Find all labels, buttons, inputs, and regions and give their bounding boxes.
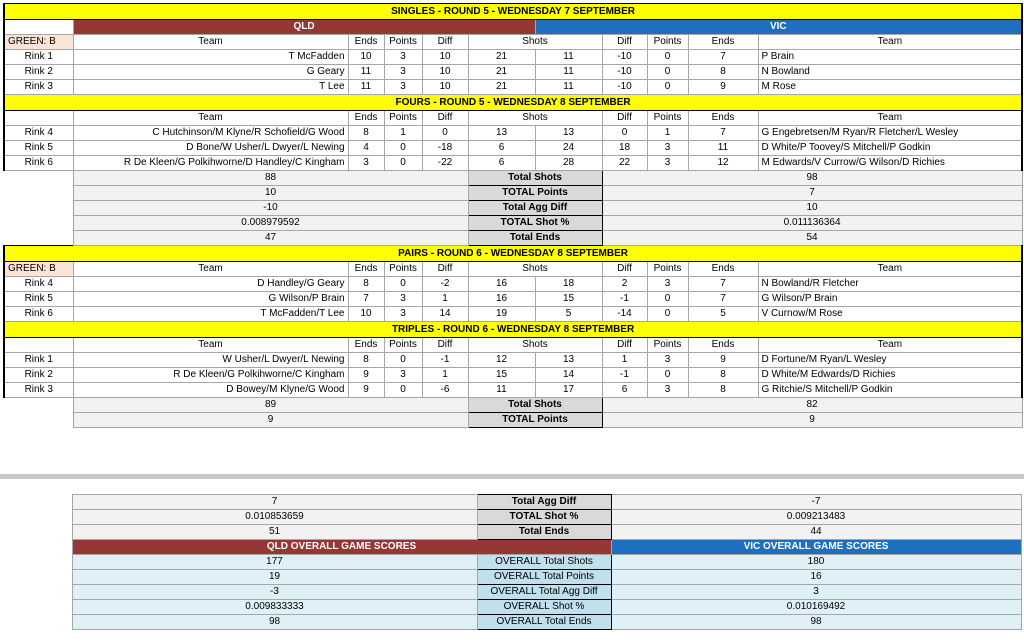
qld-diff: 10 — [422, 50, 468, 65]
summary-label: Total Ends — [477, 525, 611, 540]
match-row — [4, 156, 1022, 171]
qld-total: 47 — [73, 231, 468, 246]
qld-ends: 8 — [348, 126, 384, 141]
vic-team: V Curnow/M Rose — [758, 307, 1022, 322]
qld-diff: 10 — [422, 65, 468, 80]
vic-points: 3 — [647, 383, 688, 398]
vic-team: M Edwards/V Currow/G Wilson/D Richies — [758, 156, 1022, 171]
total-label: TOTAL Points — [468, 186, 602, 201]
page-divider — [0, 474, 1024, 479]
vic-team: G Engebretsen/M Ryan/R Fletcher/L Wesley — [758, 126, 1022, 141]
vic-shots: 17 — [535, 383, 602, 398]
match-row — [4, 65, 1022, 80]
qld-shots: 6 — [468, 141, 535, 156]
vic-diff: 18 — [602, 141, 647, 156]
qld-ends: 9 — [348, 383, 384, 398]
qld-team: T McFadden/T Lee — [73, 307, 348, 322]
qld-value: 177 — [72, 555, 477, 570]
qld-shots: 16 — [468, 292, 535, 307]
qld-ends: 9 — [348, 368, 384, 383]
qld-diff: -2 — [422, 277, 468, 292]
spacer — [3, 510, 72, 525]
qld-value: 0.009833333 — [72, 600, 477, 615]
match-row — [4, 368, 1022, 383]
rink-label: Rink 6 — [4, 156, 73, 171]
qld-total: -10 — [73, 201, 468, 216]
ends-header: Ends — [348, 338, 384, 353]
vic-points: 3 — [647, 141, 688, 156]
vic-points: 3 — [647, 277, 688, 292]
match-row — [4, 383, 1022, 398]
shots-header: Shots — [468, 111, 602, 126]
vic-shots: 15 — [535, 292, 602, 307]
rink-label: Rink 3 — [4, 80, 73, 95]
total-label: Total Ends — [468, 231, 602, 246]
qld-team: T Lee — [73, 80, 348, 95]
vic-diff: 22 — [602, 156, 647, 171]
total-row — [4, 413, 1022, 428]
ends-header: Ends — [688, 338, 758, 353]
qld-ends: 7 — [348, 292, 384, 307]
qld-value: 51 — [72, 525, 477, 540]
spacer — [4, 171, 73, 186]
spacer — [4, 231, 73, 246]
qld-banner: QLD — [73, 20, 535, 35]
qld-ends: 8 — [348, 353, 384, 368]
total-row — [4, 186, 1022, 201]
qld-points: 0 — [384, 156, 422, 171]
spacer — [4, 201, 73, 216]
vic-shots: 11 — [535, 50, 602, 65]
vic-points: 3 — [647, 156, 688, 171]
vic-diff: 1 — [602, 353, 647, 368]
vic-total: 0.011136364 — [602, 216, 1022, 231]
header-blank — [4, 111, 73, 126]
qld-points: 0 — [384, 383, 422, 398]
ends-header: Ends — [688, 111, 758, 126]
points-header: Points — [647, 35, 688, 50]
rink-label: Rink 4 — [4, 277, 73, 292]
summary-row — [3, 600, 1021, 615]
points-header: Points — [647, 338, 688, 353]
qld-total: 88 — [73, 171, 468, 186]
qld-points: 1 — [384, 126, 422, 141]
match-row — [4, 292, 1022, 307]
total-label: Total Shots — [468, 171, 602, 186]
overall-banner-row — [3, 540, 1021, 555]
team-header: Team — [73, 111, 348, 126]
qld-team: G Geary — [73, 65, 348, 80]
shots-header: Shots — [468, 35, 602, 50]
qld-team: D Bone/W Usher/L Dwyer/L Newing — [73, 141, 348, 156]
vic-total: 7 — [602, 186, 1022, 201]
qld-value: 98 — [72, 615, 477, 630]
vic-ends: 8 — [688, 383, 758, 398]
rink-label: Rink 1 — [4, 50, 73, 65]
qld-shots: 11 — [468, 383, 535, 398]
ends-header: Ends — [348, 111, 384, 126]
diff-header: Diff — [422, 338, 468, 353]
vic-value: 98 — [611, 615, 1021, 630]
qld-value: 0.010853659 — [72, 510, 477, 525]
vic-total: 9 — [602, 413, 1022, 428]
vic-shots: 14 — [535, 368, 602, 383]
ends-header: Ends — [688, 262, 758, 277]
qld-ends: 11 — [348, 80, 384, 95]
qld-shots: 21 — [468, 80, 535, 95]
vic-ends: 9 — [688, 353, 758, 368]
column-header-row — [4, 338, 1022, 353]
summary-row — [3, 570, 1021, 585]
team-header: Team — [758, 262, 1022, 277]
qld-shots: 12 — [468, 353, 535, 368]
vic-points: 0 — [647, 50, 688, 65]
section-title: SINGLES - ROUND 5 - WEDNESDAY 7 SEPTEMBER — [4, 4, 1022, 20]
qld-diff: -1 — [422, 353, 468, 368]
qld-points: 3 — [384, 65, 422, 80]
match-row — [4, 141, 1022, 156]
qld-total: 10 — [73, 186, 468, 201]
summary-label: TOTAL Shot % — [477, 510, 611, 525]
summary-row — [3, 555, 1021, 570]
vic-value: 0.009213483 — [611, 510, 1021, 525]
column-header-row — [4, 111, 1022, 126]
vic-shots: 24 — [535, 141, 602, 156]
match-row — [4, 126, 1022, 141]
diff-header: Diff — [422, 111, 468, 126]
vic-ends: 7 — [688, 126, 758, 141]
vic-team: M Rose — [758, 80, 1022, 95]
summary-label: Total Agg Diff — [477, 495, 611, 510]
spacer — [3, 525, 72, 540]
green-label: GREEN: B — [4, 35, 73, 50]
vic-team: P Brain — [758, 50, 1022, 65]
qld-team: W Usher/L Dwyer/L Newing — [73, 353, 348, 368]
points-header: Points — [384, 262, 422, 277]
rink-label: Rink 3 — [4, 383, 73, 398]
rink-label: Rink 2 — [4, 368, 73, 383]
vic-ends: 7 — [688, 277, 758, 292]
vic-shots: 13 — [535, 353, 602, 368]
vic-shots: 5 — [535, 307, 602, 322]
vic-shots: 28 — [535, 156, 602, 171]
qld-shots: 15 — [468, 368, 535, 383]
section-title-row — [4, 322, 1022, 338]
shots-header: Shots — [468, 262, 602, 277]
points-header: Points — [384, 35, 422, 50]
qld-team: R De Kleen/G Polkihworne/C Kingham — [73, 368, 348, 383]
vic-diff: 2 — [602, 277, 647, 292]
vic-ends: 7 — [688, 292, 758, 307]
section-title-row — [4, 95, 1022, 111]
team-header: Team — [73, 262, 348, 277]
qld-shots: 16 — [468, 277, 535, 292]
qld-points: 0 — [384, 141, 422, 156]
diff-header: Diff — [602, 35, 647, 50]
section-title: FOURS - ROUND 5 - WEDNESDAY 8 SEPTEMBER — [4, 95, 1022, 111]
qld-team: D Bowey/M Klyne/G Wood — [73, 383, 348, 398]
summary-label: OVERALL Total Agg Diff — [477, 585, 611, 600]
vic-team: D White/P Toovey/S Mitchell/P Godkin — [758, 141, 1022, 156]
qld-shots: 6 — [468, 156, 535, 171]
vic-value: 180 — [611, 555, 1021, 570]
vic-diff: 0 — [602, 126, 647, 141]
match-row — [4, 307, 1022, 322]
section-title: PAIRS - ROUND 6 - WEDNESDAY 8 SEPTEMBER — [4, 246, 1022, 262]
vic-ends: 9 — [688, 80, 758, 95]
qld-diff: -6 — [422, 383, 468, 398]
qld-value: -3 — [72, 585, 477, 600]
team-header: Team — [758, 111, 1022, 126]
qld-points: 3 — [384, 50, 422, 65]
column-header-row — [4, 262, 1022, 277]
vic-ends: 5 — [688, 307, 758, 322]
vic-diff: -10 — [602, 80, 647, 95]
vic-team: G Wilson/P Brain — [758, 292, 1022, 307]
vic-points: 0 — [647, 307, 688, 322]
vic-team: G Ritchie/S Mitchell/P Godkin — [758, 383, 1022, 398]
match-row — [4, 353, 1022, 368]
diff-header: Diff — [602, 338, 647, 353]
total-row — [4, 171, 1022, 186]
qld-team: C Hutchinson/M Klyne/R Schofield/G Wood — [73, 126, 348, 141]
vic-points: 0 — [647, 292, 688, 307]
team-header: Team — [73, 35, 348, 50]
vic-banner: VIC — [535, 20, 1022, 35]
rink-label: Rink 4 — [4, 126, 73, 141]
spacer — [3, 495, 72, 510]
vic-ends: 12 — [688, 156, 758, 171]
vic-value: -7 — [611, 495, 1021, 510]
diff-header: Diff — [422, 262, 468, 277]
vic-points: 1 — [647, 126, 688, 141]
qld-ends: 10 — [348, 307, 384, 322]
qld-value: 7 — [72, 495, 477, 510]
header-blank — [4, 338, 73, 353]
qld-total: 89 — [73, 398, 468, 413]
vic-total: 10 — [602, 201, 1022, 216]
qld-diff: -22 — [422, 156, 468, 171]
team-header: Team — [758, 338, 1022, 353]
points-header: Points — [384, 111, 422, 126]
total-label: Total Agg Diff — [468, 201, 602, 216]
rink-label: Rink 5 — [4, 141, 73, 156]
vic-diff: -14 — [602, 307, 647, 322]
total-label: TOTAL Points — [468, 413, 602, 428]
ends-header: Ends — [348, 35, 384, 50]
qld-total: 0.008979592 — [73, 216, 468, 231]
diff-header: Diff — [422, 35, 468, 50]
rink-label: Rink 6 — [4, 307, 73, 322]
vic-value: 16 — [611, 570, 1021, 585]
qld-overall-banner: QLD OVERALL GAME SCORES — [72, 540, 611, 555]
points-header: Points — [647, 111, 688, 126]
vic-total: 54 — [602, 231, 1022, 246]
vic-points: 0 — [647, 80, 688, 95]
qld-shots: 21 — [468, 65, 535, 80]
vic-value: 3 — [611, 585, 1021, 600]
spacer — [4, 186, 73, 201]
overall-table — [3, 494, 1022, 630]
qld-ends: 8 — [348, 277, 384, 292]
qld-team: R De Kleen/G Polkihworne/D Handley/C Kingham — [73, 156, 348, 171]
summary-label: OVERALL Total Shots — [477, 555, 611, 570]
spacer — [3, 600, 72, 615]
qld-points: 0 — [384, 353, 422, 368]
qld-ends: 3 — [348, 156, 384, 171]
qld-diff: 10 — [422, 80, 468, 95]
vic-shots: 18 — [535, 277, 602, 292]
qld-diff: -18 — [422, 141, 468, 156]
spacer — [4, 413, 73, 428]
match-row — [4, 277, 1022, 292]
qld-team: G Wilson/P Brain — [73, 292, 348, 307]
qld-points: 3 — [384, 307, 422, 322]
qld-value: 19 — [72, 570, 477, 585]
total-row — [4, 398, 1022, 413]
summary-label: OVERALL Total Ends — [477, 615, 611, 630]
spacer — [3, 585, 72, 600]
vic-diff: -1 — [602, 368, 647, 383]
qld-points: 3 — [384, 292, 422, 307]
qld-points: 3 — [384, 368, 422, 383]
vic-team: N Bowland — [758, 65, 1022, 80]
qld-ends: 11 — [348, 65, 384, 80]
spacer — [3, 540, 72, 555]
points-header: Points — [384, 338, 422, 353]
summary-row — [3, 510, 1021, 525]
ends-header: Ends — [348, 262, 384, 277]
match-row — [4, 50, 1022, 65]
summary-row — [3, 495, 1021, 510]
team-header: Team — [758, 35, 1022, 50]
vic-total: 82 — [602, 398, 1022, 413]
vic-value: 44 — [611, 525, 1021, 540]
vic-shots: 11 — [535, 65, 602, 80]
banner-blank — [4, 20, 73, 35]
vic-diff: -10 — [602, 50, 647, 65]
total-row — [4, 231, 1022, 246]
spacer — [3, 555, 72, 570]
qld-diff: 0 — [422, 126, 468, 141]
vic-overall-banner: VIC OVERALL GAME SCORES — [611, 540, 1021, 555]
total-label: Total Shots — [468, 398, 602, 413]
qld-shots: 19 — [468, 307, 535, 322]
qld-diff: 1 — [422, 292, 468, 307]
vic-points: 3 — [647, 353, 688, 368]
vic-diff: -1 — [602, 292, 647, 307]
qld-ends: 10 — [348, 50, 384, 65]
qld-shots: 21 — [468, 50, 535, 65]
section-title: TRIPLES - ROUND 6 - WEDNESDAY 8 SEPTEMBER — [4, 322, 1022, 338]
results-table — [3, 3, 1023, 428]
score-sheet-lower — [3, 494, 1021, 630]
vic-points: 0 — [647, 65, 688, 80]
match-row — [4, 80, 1022, 95]
diff-header: Diff — [602, 111, 647, 126]
qld-points: 3 — [384, 80, 422, 95]
score-sheet-upper — [3, 3, 1021, 428]
spacer — [3, 570, 72, 585]
vic-diff: 6 — [602, 383, 647, 398]
shots-header: Shots — [468, 338, 602, 353]
qld-diff: 14 — [422, 307, 468, 322]
vic-shots: 13 — [535, 126, 602, 141]
vic-ends: 11 — [688, 141, 758, 156]
team-banner-row — [4, 20, 1022, 35]
qld-shots: 13 — [468, 126, 535, 141]
qld-points: 0 — [384, 277, 422, 292]
rink-label: Rink 2 — [4, 65, 73, 80]
total-row — [4, 201, 1022, 216]
vic-ends: 8 — [688, 368, 758, 383]
ends-header: Ends — [688, 35, 758, 50]
qld-ends: 4 — [348, 141, 384, 156]
spacer — [4, 398, 73, 413]
spacer — [3, 615, 72, 630]
vic-points: 0 — [647, 368, 688, 383]
vic-shots: 11 — [535, 80, 602, 95]
spacer — [4, 216, 73, 231]
section-title-row — [4, 4, 1022, 20]
vic-total: 98 — [602, 171, 1022, 186]
summary-label: OVERALL Total Points — [477, 570, 611, 585]
summary-row — [3, 525, 1021, 540]
section-title-row — [4, 246, 1022, 262]
qld-total: 9 — [73, 413, 468, 428]
qld-team: T McFadden — [73, 50, 348, 65]
qld-team: D Handley/G Geary — [73, 277, 348, 292]
summary-row — [3, 615, 1021, 630]
rink-label: Rink 5 — [4, 292, 73, 307]
qld-diff: 1 — [422, 368, 468, 383]
total-row — [4, 216, 1022, 231]
vic-diff: -10 — [602, 65, 647, 80]
vic-value: 0.010169492 — [611, 600, 1021, 615]
team-header: Team — [73, 338, 348, 353]
points-header: Points — [647, 262, 688, 277]
diff-header: Diff — [602, 262, 647, 277]
vic-ends: 7 — [688, 50, 758, 65]
rink-label: Rink 1 — [4, 353, 73, 368]
vic-team: N Bowland/R Fletcher — [758, 277, 1022, 292]
vic-team: D White/M Edwards/D Richies — [758, 368, 1022, 383]
column-header-row — [4, 35, 1022, 50]
vic-team: D Fortune/M Ryan/L Wesley — [758, 353, 1022, 368]
vic-ends: 8 — [688, 65, 758, 80]
total-label: TOTAL Shot % — [468, 216, 602, 231]
summary-row — [3, 585, 1021, 600]
green-label: GREEN: B — [4, 262, 73, 277]
summary-label: OVERALL Shot % — [477, 600, 611, 615]
